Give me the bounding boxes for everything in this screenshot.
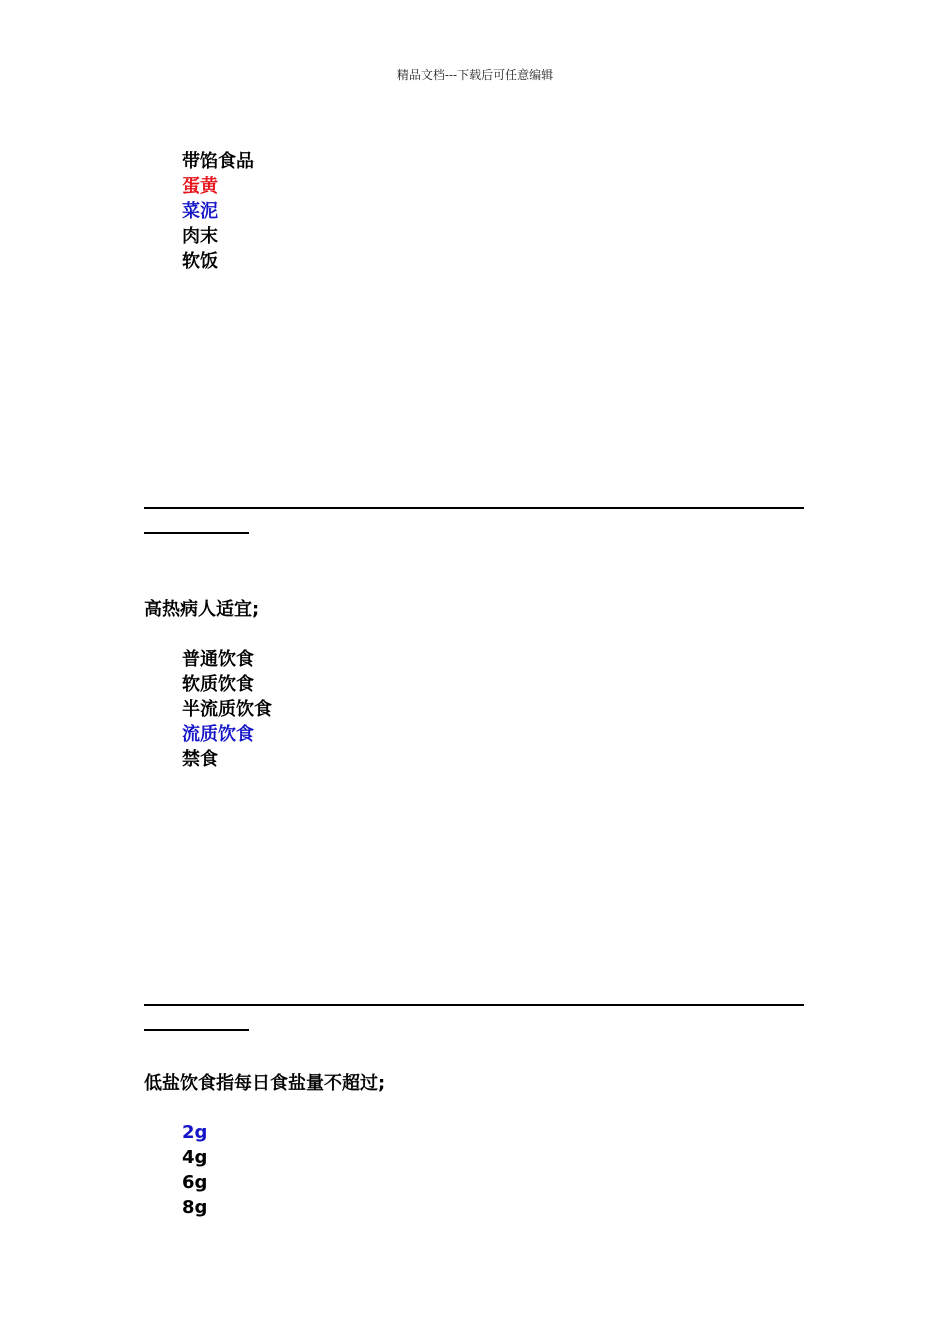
separator — [144, 1004, 806, 1044]
option-list-q1 — [182, 149, 254, 274]
option-item: 软饭 — [182, 251, 218, 272]
separator-line — [144, 1004, 804, 1006]
option-item: 半流质饮食 — [182, 699, 272, 720]
separator-line — [144, 507, 804, 509]
question-text: 低盐饮食指每日食盐量不超过; — [144, 1073, 386, 1094]
separator-line — [144, 532, 249, 534]
page-header: 精品文档---下载后可任意编辑 — [396, 68, 554, 82]
option-item: 4g — [182, 1147, 208, 1168]
option-item: 菜泥 — [182, 201, 218, 222]
separator-line — [144, 1029, 249, 1031]
option-item: 2g — [182, 1122, 208, 1143]
separator — [144, 507, 806, 547]
option-item: 肉末 — [182, 226, 218, 247]
question-text: 高热病人适宜; — [144, 599, 260, 620]
option-item: 6g — [182, 1172, 208, 1193]
option-item: 普通饮食 — [182, 649, 254, 670]
option-item: 流质饮食 — [182, 724, 254, 745]
option-item: 软质饮食 — [182, 674, 254, 695]
option-item: 带馅食品 — [182, 151, 254, 172]
option-list-q3 — [182, 1120, 207, 1220]
option-item: 8g — [182, 1197, 208, 1218]
option-list-q2 — [182, 647, 272, 772]
option-item: 蛋黄 — [182, 176, 218, 197]
option-item: 禁食 — [182, 749, 218, 770]
